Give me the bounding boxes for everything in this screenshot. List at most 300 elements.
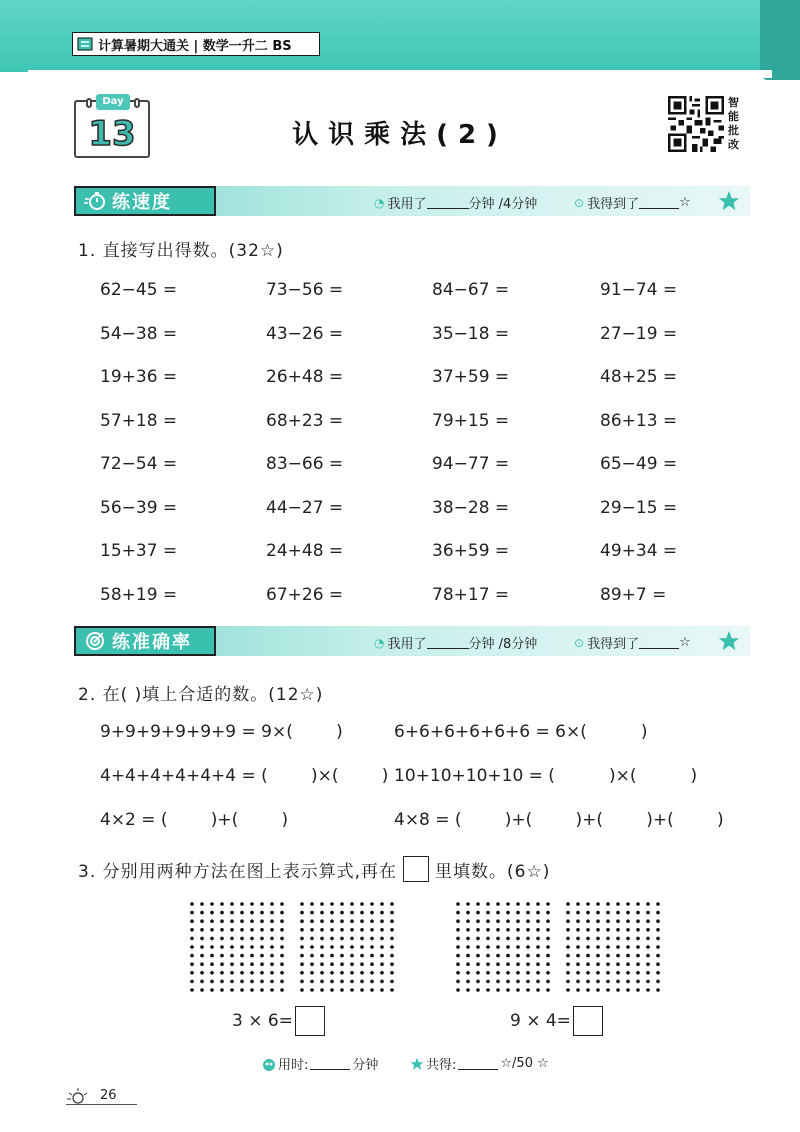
arithmetic-problem[interactable]: 72−54 = xyxy=(100,454,178,474)
dot xyxy=(516,945,520,949)
dot xyxy=(380,945,384,949)
arithmetic-problem[interactable]: 79+15 = xyxy=(432,411,510,431)
dot xyxy=(360,937,364,941)
dot xyxy=(370,928,374,932)
dot xyxy=(240,902,244,906)
dot xyxy=(646,980,650,984)
dot xyxy=(300,954,304,958)
dot xyxy=(260,980,264,984)
fill-equation[interactable]: 6+6+6+6+6+6 = 6×( ) xyxy=(394,722,648,742)
answer-box-icon xyxy=(403,856,429,882)
dot xyxy=(466,911,470,915)
dot xyxy=(310,962,314,966)
book-icon xyxy=(77,37,93,51)
dot xyxy=(466,902,470,906)
dot xyxy=(496,902,500,906)
dot xyxy=(646,911,650,915)
dot xyxy=(576,902,580,906)
dot xyxy=(270,919,274,923)
dot xyxy=(616,988,620,992)
dot xyxy=(536,928,540,932)
answer-box[interactable] xyxy=(573,1006,603,1036)
dot xyxy=(516,980,520,984)
dot xyxy=(606,928,610,932)
dot xyxy=(566,902,570,906)
dot xyxy=(576,971,580,975)
dot xyxy=(270,980,274,984)
dot xyxy=(330,937,334,941)
dot xyxy=(476,945,480,949)
dot xyxy=(310,954,314,958)
dot xyxy=(340,928,344,932)
dot xyxy=(476,928,480,932)
equation-9x4: 9 × 4= xyxy=(510,1006,603,1036)
arithmetic-problem[interactable]: 65−49 = xyxy=(600,454,678,474)
dot xyxy=(536,902,540,906)
section-accuracy-tag xyxy=(74,626,216,656)
dot xyxy=(576,937,580,941)
dot xyxy=(626,902,630,906)
dot xyxy=(626,988,630,992)
arithmetic-problem[interactable]: 24+48 = xyxy=(266,541,344,561)
dot xyxy=(330,945,334,949)
dot xyxy=(240,954,244,958)
dot xyxy=(496,988,500,992)
dot xyxy=(380,937,384,941)
dot xyxy=(546,911,550,915)
dot xyxy=(260,919,264,923)
dot xyxy=(506,945,510,949)
dot xyxy=(476,962,480,966)
dot xyxy=(646,937,650,941)
dot xyxy=(230,988,234,992)
arithmetic-problem[interactable]: 62−45 = xyxy=(100,280,178,300)
dot xyxy=(506,911,510,915)
dot xyxy=(616,911,620,915)
dot xyxy=(300,962,304,966)
dot xyxy=(626,962,630,966)
answer-box[interactable] xyxy=(295,1006,325,1036)
dot xyxy=(476,902,480,906)
dot xyxy=(646,919,650,923)
dot xyxy=(546,928,550,932)
arithmetic-problem[interactable]: 89+7 = xyxy=(600,585,667,605)
dot xyxy=(496,937,500,941)
dot xyxy=(466,962,470,966)
dot xyxy=(546,988,550,992)
dot xyxy=(486,945,490,949)
equation-3x6: 3 × 6= xyxy=(232,1006,325,1036)
dot xyxy=(516,928,520,932)
dot xyxy=(320,971,324,975)
dot xyxy=(340,954,344,958)
dot xyxy=(370,911,374,915)
book-title-label xyxy=(72,32,320,56)
dot xyxy=(596,954,600,958)
dot xyxy=(200,971,204,975)
dot xyxy=(596,911,600,915)
dot xyxy=(526,928,530,932)
dot xyxy=(210,911,214,915)
dot xyxy=(190,988,194,992)
dot xyxy=(586,962,590,966)
dot xyxy=(330,954,334,958)
dot xyxy=(310,945,314,949)
dot xyxy=(456,945,460,949)
dot xyxy=(576,911,580,915)
dot xyxy=(330,911,334,915)
dot xyxy=(636,911,640,915)
dot xyxy=(200,919,204,923)
dot xyxy=(360,962,364,966)
dot xyxy=(230,980,234,984)
section-speed-title: 练速度 xyxy=(112,192,172,213)
dot xyxy=(380,988,384,992)
arithmetic-problem[interactable]: 38−28 = xyxy=(432,498,510,518)
fill-equation[interactable]: 4×2 = ( )+( ) xyxy=(100,810,289,830)
dot xyxy=(190,945,194,949)
arithmetic-problem[interactable]: 44−27 = xyxy=(266,498,344,518)
dot xyxy=(456,954,460,958)
dot xyxy=(506,928,510,932)
dot xyxy=(360,902,364,906)
time-used: ◔ 我用了 分钟 /8分钟 xyxy=(374,635,538,652)
dot xyxy=(506,919,510,923)
dot xyxy=(320,945,324,949)
arithmetic-problem[interactable]: 29−15 = xyxy=(600,498,678,518)
dot xyxy=(240,945,244,949)
dot xyxy=(370,902,374,906)
dot xyxy=(546,945,550,949)
dot xyxy=(310,988,314,992)
clock-icon: ◔ xyxy=(374,195,385,210)
score-blank[interactable] xyxy=(639,197,679,209)
dot xyxy=(280,928,284,932)
dot xyxy=(586,928,590,932)
dot xyxy=(616,919,620,923)
dot xyxy=(536,937,540,941)
dot xyxy=(240,962,244,966)
dot xyxy=(380,954,384,958)
dot xyxy=(596,962,600,966)
dot xyxy=(546,962,550,966)
dot xyxy=(536,919,540,923)
footer-time-blank[interactable] xyxy=(310,1058,350,1070)
dot xyxy=(586,945,590,949)
arithmetic-problem[interactable]: 91−74 = xyxy=(600,280,678,300)
day-label: Day xyxy=(96,94,130,110)
footer-total-blank[interactable] xyxy=(458,1058,498,1070)
dot xyxy=(626,971,630,975)
dot xyxy=(340,945,344,949)
dot xyxy=(240,937,244,941)
dot xyxy=(350,919,354,923)
dot xyxy=(280,911,284,915)
dot xyxy=(340,919,344,923)
dot xyxy=(466,980,470,984)
arithmetic-problem[interactable]: 15+37 = xyxy=(100,541,178,561)
dot xyxy=(360,954,364,958)
dot xyxy=(646,902,650,906)
dot xyxy=(526,919,530,923)
dot xyxy=(456,911,460,915)
dot xyxy=(606,937,610,941)
dot xyxy=(220,962,224,966)
dot xyxy=(380,911,384,915)
dot xyxy=(300,971,304,975)
dot xyxy=(260,988,264,992)
fill-equation[interactable]: 9+9+9+9+9+9 = 9×( ) xyxy=(100,722,343,742)
dot xyxy=(566,980,570,984)
dot xyxy=(496,945,500,949)
fill-equation[interactable]: 4×8 = ( )+( )+( )+( ) xyxy=(394,810,724,830)
dot xyxy=(310,919,314,923)
dot xyxy=(220,911,224,915)
dot xyxy=(340,937,344,941)
arithmetic-problem[interactable]: 36+59 = xyxy=(432,541,510,561)
footer-time: 用时: 分钟 xyxy=(262,1054,378,1073)
dot xyxy=(220,937,224,941)
dot xyxy=(546,971,550,975)
dot xyxy=(300,902,304,906)
dot xyxy=(200,902,204,906)
dot xyxy=(390,911,394,915)
dot xyxy=(526,962,530,966)
dot xyxy=(320,911,324,915)
dot xyxy=(606,902,610,906)
dot xyxy=(606,911,610,915)
arithmetic-problem[interactable]: 68+23 = xyxy=(266,411,344,431)
dot-grid[interactable] xyxy=(564,900,664,996)
score-blank[interactable] xyxy=(639,637,679,649)
dot xyxy=(320,980,324,984)
clock-icon: ◔ xyxy=(374,635,385,650)
dot xyxy=(486,937,490,941)
dot xyxy=(300,937,304,941)
dot xyxy=(340,962,344,966)
dot xyxy=(360,945,364,949)
dot xyxy=(390,988,394,992)
dot xyxy=(486,919,490,923)
dot xyxy=(260,962,264,966)
dot xyxy=(220,945,224,949)
dot xyxy=(496,928,500,932)
dot xyxy=(310,902,314,906)
arithmetic-problem[interactable]: 48+25 = xyxy=(600,367,678,387)
arithmetic-problem[interactable]: 19+36 = xyxy=(100,367,178,387)
dot xyxy=(350,902,354,906)
question-3-prompt: 3. 分别用两种方法在图上表示算式,再在 里填数。(6☆) xyxy=(78,856,550,882)
dot xyxy=(506,954,510,958)
dot xyxy=(320,928,324,932)
dot xyxy=(656,988,660,992)
dot xyxy=(496,980,500,984)
arithmetic-problem[interactable]: 84−67 = xyxy=(432,280,510,300)
dot xyxy=(576,988,580,992)
dot xyxy=(536,971,540,975)
dot xyxy=(526,971,530,975)
dot xyxy=(280,954,284,958)
dot xyxy=(656,919,660,923)
dot-grid[interactable] xyxy=(454,900,554,996)
dot xyxy=(466,928,470,932)
dot xyxy=(616,962,620,966)
dot xyxy=(200,988,204,992)
dot xyxy=(506,988,510,992)
dot xyxy=(230,928,234,932)
book-title: 计算暑期大通关 | 数学一升二 BS xyxy=(98,38,292,54)
dot xyxy=(360,911,364,915)
dot xyxy=(576,954,580,958)
dot xyxy=(536,954,540,958)
dot xyxy=(240,928,244,932)
dot xyxy=(566,954,570,958)
arithmetic-problem[interactable]: 26+48 = xyxy=(266,367,344,387)
dot xyxy=(390,945,394,949)
dot xyxy=(240,919,244,923)
arithmetic-problem[interactable]: 43−26 = xyxy=(266,324,344,344)
dot xyxy=(250,911,254,915)
dot xyxy=(320,937,324,941)
fill-equation[interactable]: 4+4+4+4+4+4 = ( )×( ) xyxy=(100,766,389,786)
dot xyxy=(220,902,224,906)
dot xyxy=(456,988,460,992)
dot xyxy=(516,954,520,958)
dot xyxy=(280,919,284,923)
fill-equation[interactable]: 10+10+10+10 = ( )×( ) xyxy=(394,766,698,786)
dot-grid[interactable] xyxy=(188,900,288,996)
target-icon xyxy=(84,630,106,652)
dot xyxy=(626,945,630,949)
dot xyxy=(190,902,194,906)
dot xyxy=(230,911,234,915)
calendar-ring-icon xyxy=(86,98,92,108)
dot xyxy=(240,980,244,984)
dot xyxy=(486,971,490,975)
dot xyxy=(636,980,640,984)
dot xyxy=(656,980,660,984)
dot xyxy=(370,954,374,958)
dot xyxy=(616,971,620,975)
time-used-blank[interactable] xyxy=(427,637,469,649)
page-fold xyxy=(760,0,800,80)
dot xyxy=(586,911,590,915)
dot xyxy=(280,971,284,975)
dot xyxy=(370,980,374,984)
dot xyxy=(310,980,314,984)
dot xyxy=(260,911,264,915)
dot xyxy=(506,937,510,941)
dot xyxy=(200,980,204,984)
arithmetic-problem[interactable]: 27−19 = xyxy=(600,324,678,344)
arithmetic-problem[interactable]: 86+13 = xyxy=(600,411,678,431)
dot xyxy=(310,937,314,941)
dot xyxy=(330,962,334,966)
dot xyxy=(586,988,590,992)
check-icon: ⊙ xyxy=(574,195,585,210)
dot xyxy=(476,911,480,915)
dot xyxy=(626,911,630,915)
page-number: 26 xyxy=(66,1086,137,1105)
dot xyxy=(466,971,470,975)
dot xyxy=(656,962,660,966)
dot xyxy=(320,962,324,966)
dot xyxy=(516,902,520,906)
dot xyxy=(636,988,640,992)
stopwatch-icon xyxy=(84,191,106,211)
dot xyxy=(210,919,214,923)
dot xyxy=(370,937,374,941)
qr-code-icon[interactable] xyxy=(668,96,724,152)
dot xyxy=(586,902,590,906)
dot xyxy=(656,928,660,932)
dot xyxy=(350,954,354,958)
dot xyxy=(380,980,384,984)
dot xyxy=(516,988,520,992)
dot xyxy=(390,971,394,975)
dot xyxy=(360,971,364,975)
dot xyxy=(516,911,520,915)
arithmetic-problem[interactable]: 83−66 = xyxy=(266,454,344,474)
arithmetic-problem[interactable]: 58+19 = xyxy=(100,585,178,605)
dot xyxy=(390,954,394,958)
dot xyxy=(466,954,470,958)
arithmetic-problem[interactable]: 35−18 = xyxy=(432,324,510,344)
dot xyxy=(380,919,384,923)
arithmetic-problem[interactable]: 57+18 = xyxy=(100,411,178,431)
time-used-blank[interactable] xyxy=(427,197,469,209)
dot xyxy=(370,962,374,966)
arithmetic-problem[interactable]: 67+26 = xyxy=(266,585,344,605)
dot xyxy=(506,980,510,984)
dot xyxy=(330,919,334,923)
dot xyxy=(260,937,264,941)
dot xyxy=(526,945,530,949)
dot xyxy=(200,962,204,966)
dot xyxy=(576,962,580,966)
dot xyxy=(340,980,344,984)
arithmetic-problem[interactable]: 54−38 = xyxy=(100,324,178,344)
dot-grid[interactable] xyxy=(298,900,398,996)
dot xyxy=(606,962,610,966)
arithmetic-problem[interactable]: 37+59 = xyxy=(432,367,510,387)
dot xyxy=(380,971,384,975)
arithmetic-problem[interactable]: 56−39 = xyxy=(100,498,178,518)
arithmetic-problem[interactable]: 78+17 = xyxy=(432,585,510,605)
dot xyxy=(646,954,650,958)
dot xyxy=(310,911,314,915)
dot xyxy=(350,945,354,949)
dot xyxy=(576,919,580,923)
arithmetic-problem[interactable]: 49+34 = xyxy=(600,541,678,561)
footer-total: 共得: ☆/50 ☆ xyxy=(410,1054,549,1073)
dot xyxy=(536,988,540,992)
arithmetic-problem[interactable]: 94−77 = xyxy=(432,454,510,474)
dot xyxy=(596,928,600,932)
dot xyxy=(250,919,254,923)
dot xyxy=(646,945,650,949)
dot xyxy=(526,980,530,984)
dot xyxy=(360,919,364,923)
dot xyxy=(486,980,490,984)
arithmetic-problem[interactable]: 73−56 = xyxy=(266,280,344,300)
dot xyxy=(606,988,610,992)
dot xyxy=(616,980,620,984)
dot xyxy=(576,928,580,932)
dot xyxy=(566,928,570,932)
dot xyxy=(466,919,470,923)
score: ⊙ 我得到了 ☆ xyxy=(574,195,691,212)
